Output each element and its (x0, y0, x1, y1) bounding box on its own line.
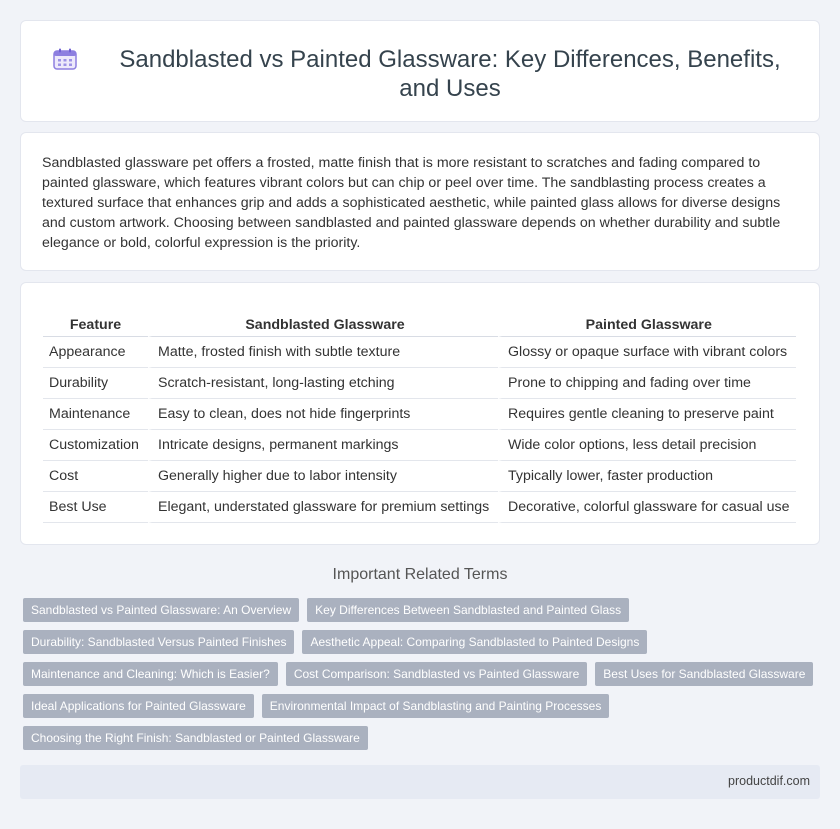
related-term-tag[interactable]: Key Differences Between Sandblasted and Painted Glass (307, 598, 629, 622)
table-cell-sandblasted: Generally higher due to labor intensity (148, 461, 498, 492)
table-row (43, 368, 796, 399)
table-cell-painted: Typically lower, faster production (498, 461, 796, 492)
related-terms-heading: Important Related Terms (332, 566, 508, 583)
table-cell-painted: Prone to chipping and fading over time (498, 368, 796, 399)
table-row (43, 337, 796, 368)
table-row (43, 492, 796, 523)
table-cell-sandblasted: Scratch-resistant, long-lasting etching (148, 368, 498, 399)
footer-site-link[interactable]: productdif.com (728, 774, 810, 788)
table-cell-sandblasted: Intricate designs, permanent markings (148, 430, 498, 461)
related-term-tag[interactable]: Maintenance and Cleaning: Which is Easier? (23, 662, 278, 686)
related-term-tag[interactable]: Ideal Applications for Painted Glassware (23, 694, 254, 718)
table-header-row (43, 315, 796, 337)
related-term-tag[interactable]: Durability: Sandblasted Versus Painted Finishes (23, 630, 294, 654)
table-cell-feature: Best Use (43, 492, 148, 523)
table-cell-sandblasted: Elegant, understated glassware for premium settings (148, 492, 498, 523)
page-title: Sandblasted vs Painted Glassware: Key Differences, Benefits, and Uses (119, 46, 781, 102)
table-cell-painted: Wide color options, less detail precision (498, 430, 796, 461)
title-card (20, 20, 820, 122)
table-cell-sandblasted: Easy to clean, does not hide fingerprints (148, 399, 498, 430)
tag-row (23, 662, 813, 686)
table-cell-painted: Requires gentle cleaning to preserve paint (498, 399, 796, 430)
table-row (43, 430, 796, 461)
table-cell-painted: Decorative, colorful glassware for casual use (498, 492, 796, 523)
tag-row (23, 726, 813, 750)
related-term-tag[interactable]: Best Uses for Sandblasted Glassware (595, 662, 813, 686)
table-cell-feature: Customization (43, 430, 148, 461)
footer (20, 765, 820, 799)
intro-paragraph: Sandblasted glassware pet offers a frosted, matte finish that is more resistant to scratches and fading compared to painted glassware, which features vibrant colors but can chip or peel over time. The sandblasting process creates a textured surface that enhances grip and adds a sophisticated aesthetic, while painted glass allows for diverse designs and custom artwork. Choosing between sandblasted and painted glassware depends on whether durability and subtle elegance or bold, colorful expression is the priority. (42, 155, 781, 251)
column-header-sandblasted: Sandblasted Glassware (148, 315, 498, 337)
column-header-feature: Feature (43, 315, 148, 337)
related-terms-list (23, 598, 813, 758)
table-cell-feature: Appearance (43, 337, 148, 368)
column-header-painted: Painted Glassware (498, 315, 796, 337)
tag-row (23, 598, 813, 622)
tag-row (23, 630, 813, 654)
tag-row (23, 694, 813, 718)
table-cell-sandblasted: Matte, frosted finish with subtle texture (148, 337, 498, 368)
table-cell-feature: Durability (43, 368, 148, 399)
related-term-tag[interactable]: Cost Comparison: Sandblasted vs Painted Glassware (286, 662, 587, 686)
related-term-tag[interactable]: Environmental Impact of Sandblasting and Painting Processes (262, 694, 610, 718)
table-cell-painted: Glossy or opaque surface with vibrant colors (498, 337, 796, 368)
related-term-tag[interactable]: Sandblasted vs Painted Glassware: An Overview (23, 598, 299, 622)
table-cell-feature: Maintenance (43, 399, 148, 430)
comparison-table (43, 315, 796, 523)
comparison-card (20, 282, 820, 545)
table-cell-feature: Cost (43, 461, 148, 492)
related-term-tag[interactable]: Aesthetic Appeal: Comparing Sandblasted to Painted Designs (302, 630, 647, 654)
related-term-tag[interactable]: Choosing the Right Finish: Sandblasted or Painted Glassware (23, 726, 368, 750)
table-row (43, 461, 796, 492)
table-row (43, 399, 796, 430)
intro-card (20, 132, 820, 271)
